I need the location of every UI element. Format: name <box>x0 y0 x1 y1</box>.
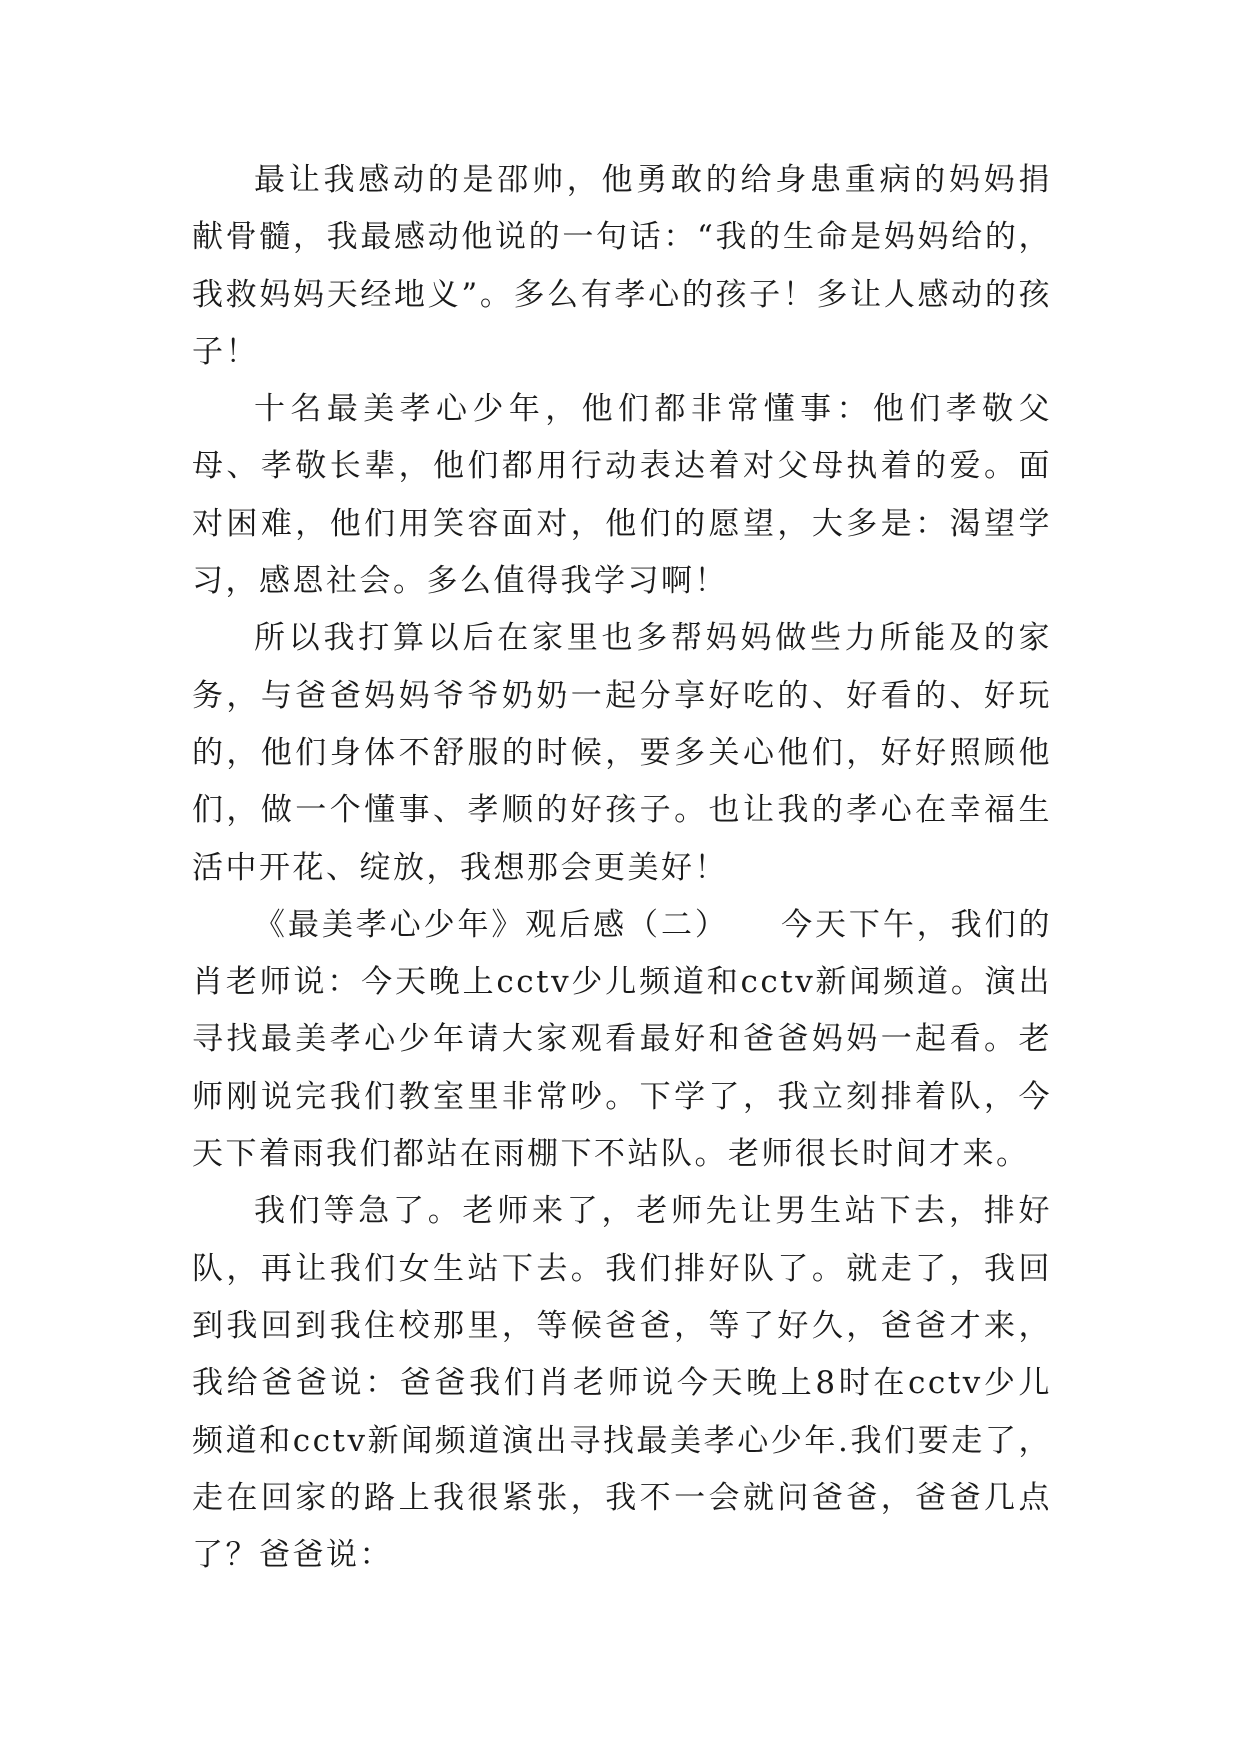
paragraph: 《最美孝心少年》观后感（二） 今天下午，我们的肖老师说：今天晚上cctv少儿频道和cctv新闻频道。演出寻找最美孝心少年请大家观看最好和爸爸妈妈一起看。老师刚说完我们教室里非常吵。下学了，我立刻排着队，今天下着雨我们都站在雨棚下不站队。老师很长时间才来。 <box>192 906 1052 1173</box>
paragraph: 最让我感动的是邵帅，他勇敢的给身患重病的妈妈捐献骨髓，我最感动他说的一句话：“我的生命是妈妈给的，我救妈妈天经地义”。多么有孝心的孩子！多让人感动的孩子！ <box>192 162 1052 370</box>
paragraph: 所以我打算以后在家里也多帮妈妈做些力所能及的家务，与爸爸妈妈爷爷奶奶一起分享好吃的、好看的、好玩的，他们身体不舒服的时候，要多关心他们，好好照顾他们，做一个懂事、孝顺的好孩子。也让我的孝心在幸福生活中开花、绽放，我想那会更美好！ <box>192 620 1052 886</box>
document-body <box>192 152 1052 1584</box>
paragraph: 我们等急了。老师来了，老师先让男生站下去，排好队，再让我们女生站下去。我们排好队了。就走了，我回到我回到我住校那里，等候爸爸，等了好久，爸爸才来，我给爸爸说：爸爸我们肖老师说今天晚上8时在cctv少儿频道和cctv新闻频道演出寻找最美孝心少年.我们要走了，走在回家的路上我很紧张，我不一会就问爸爸，爸爸几点了？爸爸说： <box>192 1193 1052 1574</box>
paragraph: 十名最美孝心少年，他们都非常懂事：他们孝敬父母、孝敬长辈，他们都用行动表达着对父母执着的爱。面对困难，他们用笑容面对，他们的愿望，大多是：渴望学习，感恩社会。多么值得我学习啊！ <box>192 391 1052 600</box>
